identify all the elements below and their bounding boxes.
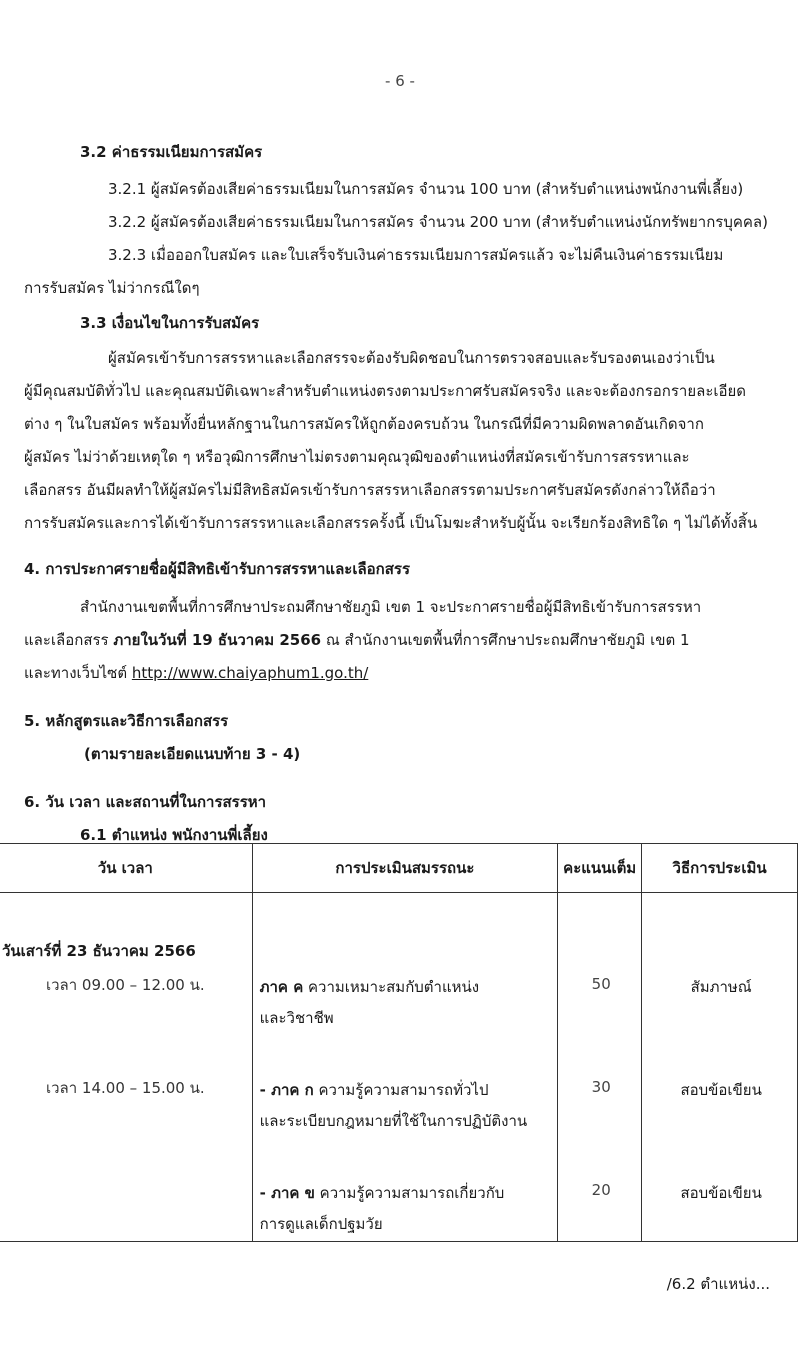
header-full-score: คะแนนเต็ม [558,844,642,893]
part-c-label: ภาค ค [259,978,304,996]
condition-line-5: เลือกสรร อันมีผลทำให้ผู้สมัครไม่มีสิทธิสมัครเข้ารับการสรรหาเลือกสรรตามประกาศรับสมัครดังกล่าวให้ถือว่า [24,481,716,499]
method-part-c: สัมภาษณ์ [690,978,752,996]
section-5-heading: 5. หลักสูตรและวิธีการเลือกสรร [24,712,229,730]
announce-prefix: และเลือกสรร [24,631,114,649]
website-label: และทางเว็บไซต์ [24,664,132,682]
part-a-desc: ความรู้ความสามารถทั่วไป [313,1081,489,1099]
announce-line-3 [24,661,368,685]
assessment-1-line1 [260,975,479,999]
assessment-3-line1 [260,1181,505,1205]
header-method: วิธีการประเมิน [642,844,798,893]
announce-location: ณ สำนักงานเขตพื้นที่การศึกษาประถมศึกษาชัยภูมิ เขต 1 [321,631,690,649]
part-b-label: - ภาค ข [259,1184,315,1202]
table-body-row [0,893,798,1242]
datetime-cell [0,893,252,1242]
announce-date: ภายในวันที่ 19 ธันวาคม 2566 [113,631,322,649]
section-5-note: (ตามรายละเอียดแนบท้าย 3 - 4) [84,745,301,763]
assessment-3-line2: การดูแลเด็กปฐมวัย [259,1215,383,1233]
score-part-a: 30 [591,1078,611,1096]
exam-date: วันเสาร์ที่ 23 ธันวาคม 2566 [2,942,196,960]
section-4-heading: 4. การประกาศรายชื่อผู้มีสิทธิเข้ารับการสรรหาและเลือกสรร [24,560,411,578]
condition-line-1: ผู้สมัครเข้ารับการสรรหาและเลือกสรรจะต้องรับผิดชอบในการตรวจสอบและรับรองตนเองว่าเป็น [108,349,715,367]
section-3-3-heading: 3.3 เงื่อนไขในการรับสมัคร [80,314,260,332]
score-cell [558,893,642,1242]
score-part-b: 20 [591,1181,611,1199]
time-slot-2: เวลา 14.00 – 15.00 น. [46,1079,205,1097]
time-slot-1: เวลา 09.00 – 12.00 น. [46,976,205,994]
score-part-c: 50 [591,975,611,993]
method-part-a: สอบข้อเขียน [680,1081,762,1099]
assessment-cell [252,893,558,1242]
continuation-note: /6.2 ตำแหน่ง... [666,1275,770,1293]
section-6-1-heading: 6.1 ตำแหน่ง พนักงานพี่เลี้ยง [80,826,268,844]
assessment-2-line1 [260,1078,489,1102]
item-3-2-3-line2: การรับสมัคร ไม่ว่ากรณีใดๆ [24,279,200,297]
header-assessment: การประเมินสมรรถนะ [252,844,558,893]
condition-line-6: การรับสมัครและการได้เข้ารับการสรรหาและเลือกสรรครั้งนี้ เป็นโมฆะสำหรับผู้นั้น จะเรียกร้องสิทธิใด ๆ ไม่ได้ทั้งสิ้น [24,514,758,532]
condition-line-3: ต่าง ๆ ในใบสมัคร พร้อมทั้งยื่นหลักฐานในการสมัครให้ถูกต้องครบถ้วน ในกรณีที่มีความผิดพลาดอันเกิดจาก [24,415,704,433]
condition-line-4: ผู้สมัคร ไม่ว่าด้วยเหตุใด ๆ หรือวุฒิการศึกษาไม่ตรงตามคุณวุฒิของตำแหน่งที่สมัครเข้ารับการสรรหาและ [24,448,690,466]
part-c-desc: ความเหมาะสมกับตำแหน่ง [303,978,480,996]
assessment-2-line2: และระเบียบกฎหมายที่ใช้ในการปฏิบัติงาน [259,1112,528,1130]
announce-line-1: สำนักงานเขตพื้นที่การศึกษาประถมศึกษาชัยภูมิ เขต 1 จะประกาศรายชื่อผู้มีสิทธิเข้ารับการสรรหา [80,598,702,616]
header-datetime: วัน เวลา [0,844,252,893]
item-3-2-1: 3.2.1 ผู้สมัครต้องเสียค่าธรรมเนียมในการสมัคร จำนวน 100 บาท (สำหรับตำแหน่งพนักงานพี่เลี้ยง) [108,180,744,198]
method-cell [642,893,798,1242]
announce-line-2 [24,628,690,652]
part-a-label: - ภาค ก [259,1081,314,1099]
schedule-table [0,843,798,1242]
part-b-desc: ความรู้ความสามารถเกี่ยวกับ [314,1184,505,1202]
item-3-2-3-line1: 3.2.3 เมื่อออกใบสมัคร และใบเสร็จรับเงินค่าธรรมเนียมการสมัครแล้ว จะไม่คืนเงินค่าธรรมเนียม [108,246,724,264]
website-link[interactable]: http://www.chaiyaphum1.go.th/ [131,664,369,682]
assessment-1-line2: และวิชาชีพ [259,1009,334,1027]
item-3-2-2: 3.2.2 ผู้สมัครต้องเสียค่าธรรมเนียมในการสมัคร จำนวน 200 บาท (สำหรับตำแหน่งนักทรัพยากรบุคคล) [108,213,768,231]
section-6-heading: 6. วัน เวลา และสถานที่ในการสรรหา [24,793,267,811]
condition-line-2: ผู้มีคุณสมบัติทั่วไป และคุณสมบัติเฉพาะสำหรับตำแหน่งตรงตามประกาศรับสมัครจริง และจะต้องกรอกรายละเอียด [24,382,747,400]
method-part-b: สอบข้อเขียน [680,1184,762,1202]
page-number: - 6 - [385,72,415,90]
table-header-row [0,844,798,893]
section-3-2-heading: 3.2 ค่าธรรมเนียมการสมัคร [80,143,263,161]
